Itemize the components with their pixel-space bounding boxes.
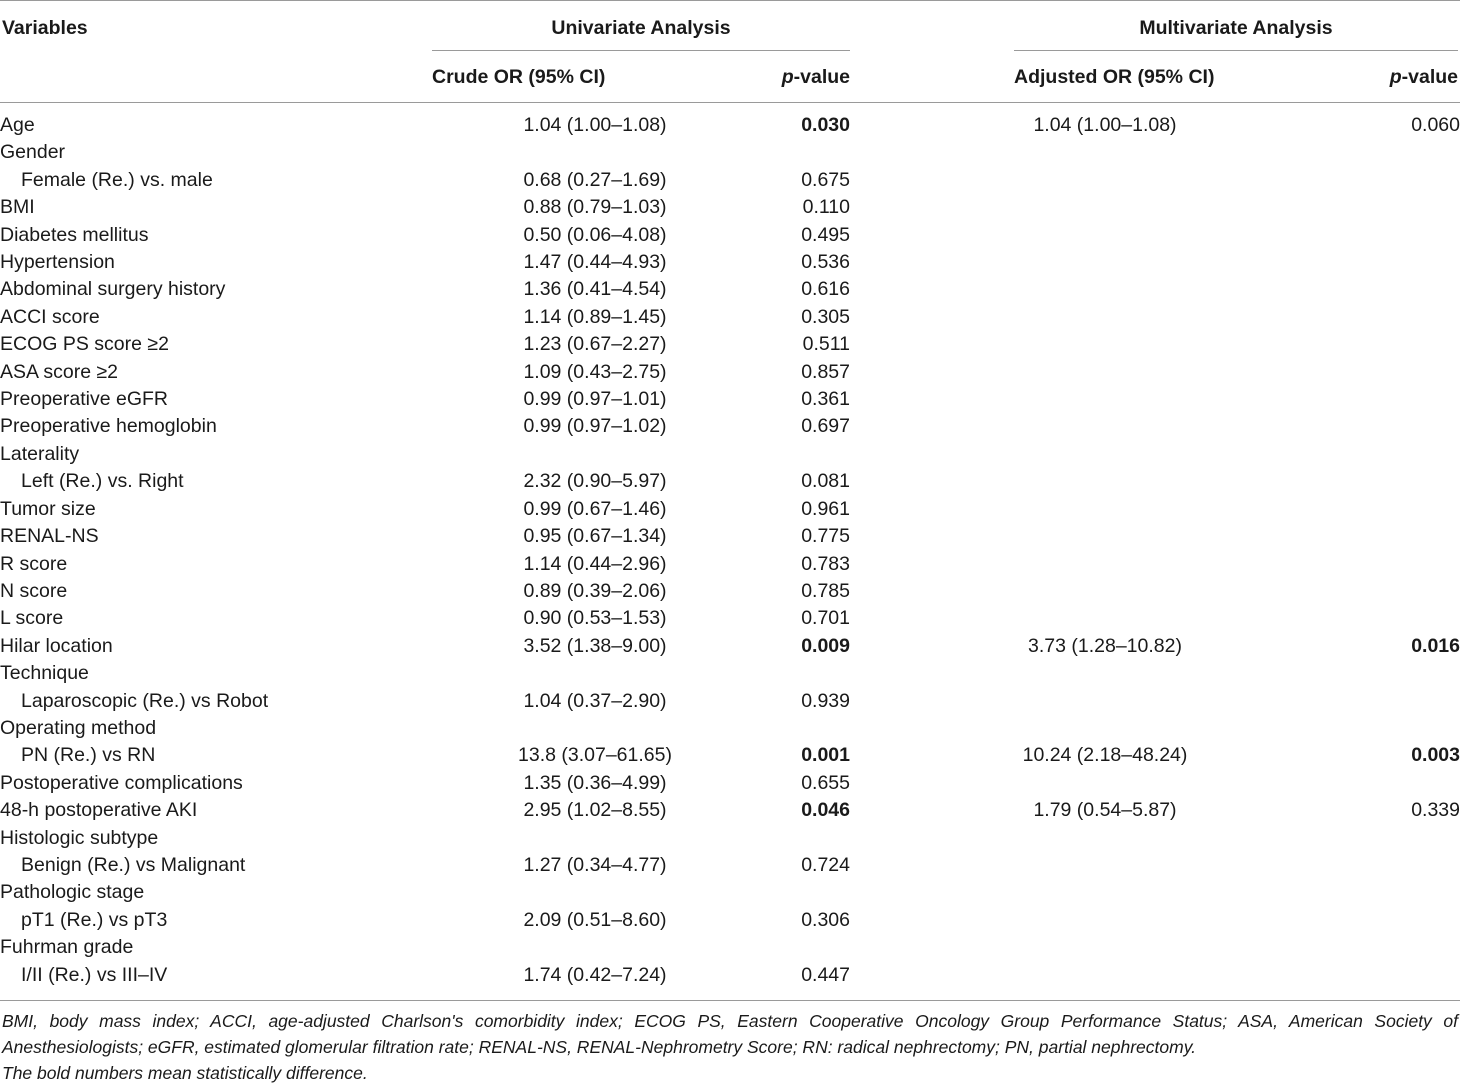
p-value-multivariate-cell [1360,468,1460,495]
header-multivariate: Multivariate Analysis [1139,17,1333,39]
p-value-univariate-cell: 0.616 [801,278,850,301]
table-footnotes [2,1008,1458,1086]
p-value-univariate-cell: 0.030 [801,114,850,136]
p-value-multivariate-cell [1360,276,1460,303]
variable-cell: ECOG PS score ≥2 [0,333,169,356]
variable-cell: RENAL-NS [0,525,99,548]
crude-or-cell [420,441,770,468]
crude-or-cell: 0.99 (0.67–1.46) [523,497,667,520]
header-variables: Variables [2,17,88,39]
table-row [0,551,1460,578]
adjusted-or-cell [850,496,1360,523]
adjusted-or-cell [850,276,1360,303]
adjusted-or-cell [850,551,1360,578]
header-p-value-multivariate [1300,65,1458,89]
variable-cell: Postoperative complications [0,771,243,794]
p-value-univariate-cell [770,139,850,166]
crude-or-cell: 1.04 (1.00–1.08) [523,114,667,136]
adjusted-or-cell [850,222,1360,249]
p-suffix: -value [1401,66,1458,88]
data-table-body [0,112,1460,989]
variable-cell: Operating method [0,716,157,739]
p-value-univariate-cell: 0.511 [802,333,850,356]
p-value-univariate-cell: 0.110 [802,196,850,219]
crude-or-cell [420,879,770,906]
adjusted-or-cell [850,167,1360,194]
crude-or-cell: 0.95 (0.67–1.34) [523,525,667,548]
table-row [0,825,1460,852]
p-value-multivariate-cell [1360,660,1460,687]
p-value-multivariate-cell: 0.339 [1411,799,1460,822]
variable-cell: Age [0,114,35,136]
table-row [0,304,1460,331]
variable-cell: Technique [0,662,89,685]
adjusted-or-cell: 1.79 (0.54–5.87) [1033,799,1177,822]
crude-or-cell: 0.99 (0.97–1.02) [523,415,667,438]
p-value-univariate-cell: 0.495 [801,223,850,246]
p-italic: p [1389,66,1402,88]
crude-or-cell: 1.23 (0.67–2.27) [523,333,667,356]
crude-or-cell: 2.32 (0.90–5.97) [523,470,667,493]
table-row [0,112,1460,139]
variable-cell: Preoperative hemoglobin [0,415,217,438]
p-value-univariate-cell: 0.361 [801,388,850,411]
adjusted-or-cell [850,441,1360,468]
table-row [0,496,1460,523]
variable-cell: pT1 (Re.) vs pT3 [21,908,168,931]
adjusted-or-cell: 10.24 (2.18–48.24) [1022,744,1188,767]
variable-cell: ACCI score [0,305,100,328]
variable-cell: L score [0,607,64,630]
table-row [0,797,1460,824]
adjusted-or-cell [850,770,1360,797]
variable-cell: Abdominal surgery history [0,278,226,301]
table-row [0,468,1460,495]
variable-cell: Pathologic stage [0,881,145,904]
variable-cell: Preoperative eGFR [0,388,168,411]
table-row [0,770,1460,797]
p-value-multivariate-cell [1360,578,1460,605]
table-row [0,386,1460,413]
p-value-multivariate-cell [1360,907,1460,934]
crude-or-cell [420,825,770,852]
crude-or-cell: 2.09 (0.51–8.60) [523,908,667,931]
p-suffix: -value [793,66,850,88]
p-value-univariate-cell: 0.783 [801,552,850,575]
crude-or-cell: 0.99 (0.97–1.01) [523,388,667,411]
p-value-univariate-cell: 0.939 [801,689,850,712]
adjusted-or-cell [850,194,1360,221]
table-row [0,715,1460,742]
p-value-univariate-cell: 0.675 [801,168,850,191]
p-value-univariate-cell: 0.857 [801,360,850,383]
adjusted-or-cell [850,825,1360,852]
crude-or-cell: 3.52 (1.38–9.00) [523,634,667,657]
p-value-univariate-cell [770,715,850,742]
table-row [0,249,1460,276]
adjusted-or-cell [850,660,1360,687]
p-value-multivariate-cell [1360,167,1460,194]
p-value-multivariate-cell [1360,715,1460,742]
crude-or-cell: 1.14 (0.44–2.96) [523,552,667,575]
table-row [0,276,1460,303]
table-row [0,523,1460,550]
top-rule [0,0,1460,1]
p-value-multivariate-cell [1360,139,1460,166]
p-value-multivariate-cell [1360,249,1460,276]
p-value-univariate-cell [770,825,850,852]
crude-or-cell [420,934,770,961]
p-value-multivariate-cell [1360,879,1460,906]
p-value-multivariate-cell [1360,386,1460,413]
p-italic: p [781,66,794,88]
crude-or-cell: 1.47 (0.44–4.93) [523,251,667,274]
adjusted-or-cell [850,249,1360,276]
variable-cell: Benign (Re.) vs Malignant [21,853,246,876]
variable-cell: Fuhrman grade [0,936,134,959]
p-value-multivariate-cell [1360,222,1460,249]
variable-cell: Gender [0,141,66,164]
data-table [0,112,1460,989]
p-value-multivariate-cell [1360,496,1460,523]
p-value-multivariate-cell: 0.016 [1411,634,1460,657]
p-value-multivariate-cell: 0.003 [1411,744,1460,767]
crude-or-cell: 1.04 (0.37–2.90) [523,689,667,712]
p-value-multivariate-cell [1360,688,1460,715]
p-value-univariate-cell: 0.724 [801,853,850,876]
p-value-univariate-cell: 0.655 [801,771,850,794]
adjusted-or-cell [850,688,1360,715]
p-value-multivariate-cell [1360,413,1460,440]
table-row [0,331,1460,358]
table-row [0,441,1460,468]
abbreviations-footnote: BMI, body mass index; ACCI, age-adjusted Charlson's comorbidity index; ECOG PS, Eastern Cooperative Oncology Group Performance Status; ASA, American Society of Anesthesiologists; eGFR, estimated glomerular filtration rate; RENAL-NS, RENAL-Nephrometry Score; RN: radical nephrectomy; PN, partial nephrectomy. [2,1011,1458,1057]
variable-cell: I/II (Re.) vs III–IV [21,963,168,986]
adjusted-or-cell [850,578,1360,605]
bottom-rule [0,1000,1460,1001]
table-row [0,413,1460,440]
adjusted-or-cell [850,962,1360,989]
p-value-multivariate-cell [1360,962,1460,989]
adjusted-or-cell [850,523,1360,550]
p-value-univariate-cell: 0.009 [801,634,850,657]
p-value-multivariate-cell [1360,934,1460,961]
table-row [0,907,1460,934]
adjusted-or-cell [850,468,1360,495]
variable-cell: Laparoscopic (Re.) vs Robot [21,689,269,712]
p-value-univariate-cell: 0.046 [801,799,850,822]
p-value-univariate-cell: 0.775 [801,525,850,548]
table-row [0,167,1460,194]
adjusted-or-cell: 3.73 (1.28–10.82) [1028,634,1182,657]
p-value-univariate-cell: 0.536 [801,251,850,274]
crude-or-cell: 0.50 (0.06–4.08) [523,223,667,246]
crude-or-cell: 1.74 (0.42–7.24) [523,963,667,986]
adjusted-or-cell [850,413,1360,440]
adjusted-or-cell [850,715,1360,742]
p-value-univariate-cell [770,660,850,687]
variable-cell: Hypertension [0,251,115,274]
variable-cell: Tumor size [0,497,96,520]
adjusted-or-cell: 1.04 (1.00–1.08) [1033,114,1177,136]
p-value-multivariate-cell [1360,551,1460,578]
p-value-univariate-cell: 0.081 [801,470,850,493]
variable-cell: Female (Re.) vs. male [21,168,213,191]
table-row [0,962,1460,989]
p-value-multivariate-cell [1360,523,1460,550]
crude-or-cell: 0.68 (0.27–1.69) [523,168,667,191]
p-value-univariate-cell: 0.961 [801,497,850,520]
variable-cell: Histologic subtype [0,826,159,849]
crude-or-cell: 1.27 (0.34–4.77) [523,853,667,876]
adjusted-or-cell [850,139,1360,166]
table-row [0,742,1460,769]
variable-cell: Laterality [0,442,80,465]
p-value-multivariate-cell [1360,825,1460,852]
variable-cell: 48-h postoperative AKI [0,799,198,822]
variable-cell: ASA score ≥2 [0,360,119,383]
table-row [0,660,1460,687]
crude-or-cell [420,715,770,742]
adjusted-or-cell [850,331,1360,358]
table-row [0,359,1460,386]
variable-cell: PN (Re.) vs RN [21,744,156,767]
crude-or-cell: 0.90 (0.53–1.53) [523,607,667,630]
variable-cell: BMI [0,196,35,219]
crude-or-cell [420,139,770,166]
table-row [0,605,1460,632]
crude-or-cell: 13.8 (3.07–61.65) [518,744,672,767]
header-univariate: Univariate Analysis [551,17,731,39]
p-value-univariate-cell [770,934,850,961]
p-value-multivariate-cell [1360,331,1460,358]
header-rule [0,102,1460,103]
header-crude-or: Crude OR (95% CI) [432,66,606,88]
crude-or-cell [420,660,770,687]
p-value-univariate-cell: 0.785 [801,579,850,602]
p-value-univariate-cell [770,879,850,906]
variable-cell: Left (Re.) vs. Right [21,470,184,493]
table-row [0,879,1460,906]
crude-or-cell: 1.36 (0.41–4.54) [523,278,667,301]
p-value-multivariate-cell [1360,194,1460,221]
adjusted-or-cell [850,934,1360,961]
table-row [0,934,1460,961]
adjusted-or-cell [850,879,1360,906]
crude-or-cell: 1.14 (0.89–1.45) [523,305,667,328]
univariate-span-rule [432,50,850,51]
crude-or-cell: 0.89 (0.39–2.06) [523,579,667,602]
table-row [0,633,1460,660]
p-value-multivariate-cell [1360,304,1460,331]
table-row [0,194,1460,221]
table-row [0,578,1460,605]
p-value-multivariate-cell [1360,852,1460,879]
p-value-univariate-cell: 0.306 [801,908,850,931]
p-value-univariate-cell: 0.701 [801,607,850,630]
table-row [0,139,1460,166]
p-value-univariate-cell: 0.001 [801,744,850,767]
p-value-multivariate-cell [1360,605,1460,632]
p-value-univariate-cell [770,441,850,468]
bold-note-footnote: The bold numbers mean statistically difference. [2,1063,368,1083]
variable-cell: R score [0,552,68,575]
multivariate-span-rule [1014,50,1458,51]
table-row [0,852,1460,879]
variable-cell: Diabetes mellitus [0,223,149,246]
p-value-multivariate-cell [1360,359,1460,386]
adjusted-or-cell [850,386,1360,413]
crude-or-cell: 2.95 (1.02–8.55) [523,799,667,822]
p-value-univariate-cell: 0.305 [801,305,850,328]
table-row [0,688,1460,715]
crude-or-cell: 1.35 (0.36–4.99) [523,771,667,794]
p-value-multivariate-cell: 0.060 [1411,114,1460,136]
variable-cell: N score [0,579,68,602]
p-value-multivariate-cell [1360,441,1460,468]
adjusted-or-cell [850,304,1360,331]
p-value-multivariate-cell [1360,770,1460,797]
adjusted-or-cell [850,907,1360,934]
table-row [0,222,1460,249]
header-adjusted-or: Adjusted OR (95% CI) [1014,66,1215,88]
adjusted-or-cell [850,359,1360,386]
header-p-value-univariate [700,65,850,89]
crude-or-cell: 0.88 (0.79–1.03) [523,196,667,219]
adjusted-or-cell [850,852,1360,879]
variable-cell: Hilar location [0,634,113,657]
p-value-univariate-cell: 0.447 [801,963,850,986]
crude-or-cell: 1.09 (0.43–2.75) [523,360,667,383]
adjusted-or-cell [850,605,1360,632]
p-value-univariate-cell: 0.697 [801,415,850,438]
